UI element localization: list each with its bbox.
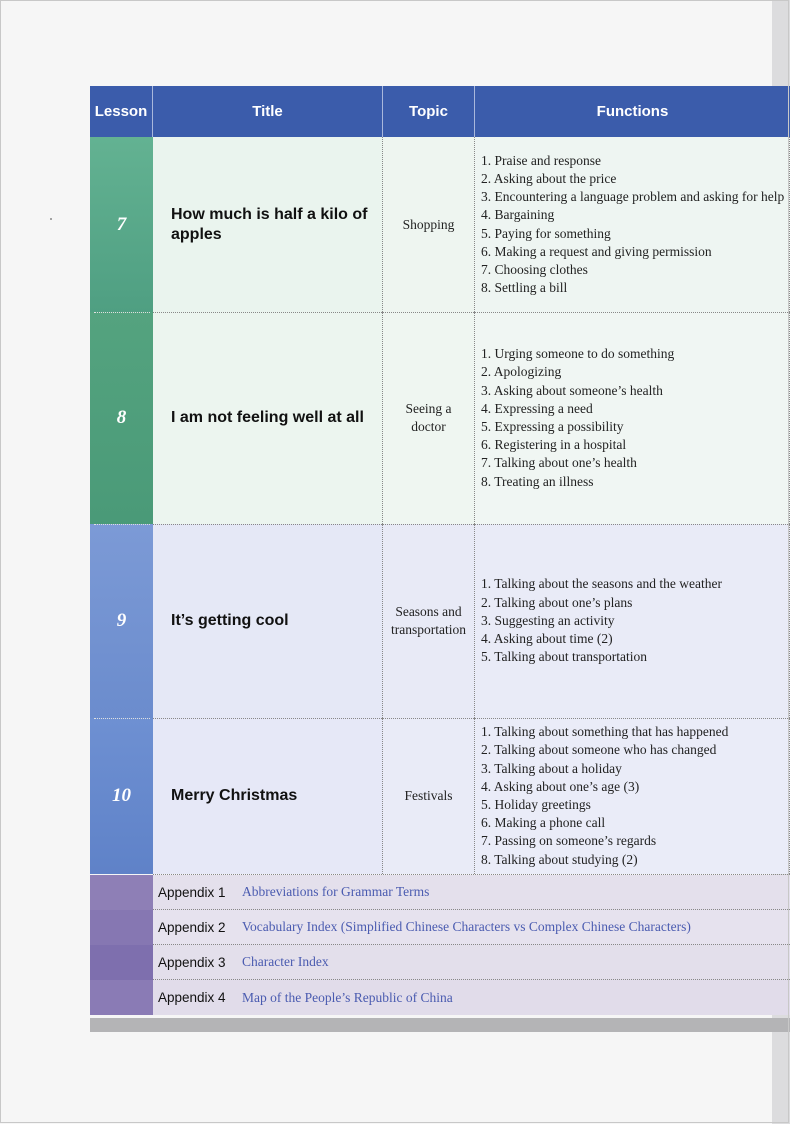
lesson-title: I am not feeling well at all (153, 312, 383, 524)
appendix-title: Map of the People’s Republic of China (242, 989, 453, 1005)
lesson-functions (475, 137, 790, 312)
lesson-title: How much is half a kilo of apples (153, 137, 383, 312)
tab-divider (94, 718, 150, 719)
function-item: 2. Talking about someone who has changed (481, 742, 717, 758)
lesson-number: 8 (90, 312, 153, 524)
appendix-row-2 (90, 910, 790, 945)
appendix-label: Appendix 4 (158, 990, 226, 1005)
function-item: 2. Apologizing (481, 364, 562, 380)
appendix-entry (153, 945, 790, 980)
lesson-title: It’s getting cool (153, 524, 383, 718)
appendix-entry (153, 910, 790, 945)
function-item: 4. Asking about time (2) (481, 631, 613, 647)
lesson-topic: Shopping (383, 137, 475, 312)
appendix-tab (90, 910, 153, 945)
function-item: 3. Encountering a language problem and asking for help (481, 189, 785, 205)
function-item: 7. Passing on someone’s regards (481, 833, 657, 849)
function-item: 2. Talking about one’s plans (481, 594, 633, 610)
footer-band (90, 1018, 790, 1032)
lesson-functions (475, 524, 790, 718)
function-item: 6. Registering in a hospital (481, 437, 627, 453)
function-item: 4. Expressing a need (481, 400, 593, 416)
lesson-title: Merry Christmas (153, 718, 383, 874)
header-topic: Topic (383, 86, 475, 137)
appendix-row-1 (90, 875, 790, 910)
function-item: 1. Talking about the seasons and the weather (481, 576, 722, 592)
function-item: 4. Asking about one’s age (3) (481, 778, 640, 794)
lesson-topic: Seeing a doctor (383, 312, 475, 524)
appendix-row-3 (90, 945, 790, 980)
lesson-row-10 (90, 718, 790, 874)
appendix-tab (90, 980, 153, 1015)
appendix-entry (153, 980, 790, 1015)
appendix-title: Character Index (242, 954, 329, 969)
header-title: Title (153, 86, 383, 137)
function-item: 7. Talking about one’s health (481, 455, 637, 471)
function-item: 5. Expressing a possibility (481, 419, 624, 434)
function-item: 8. Treating an illness (481, 473, 594, 489)
function-item: 5. Paying for something (481, 225, 611, 241)
function-item: 1. Talking about something that has happened (481, 724, 729, 740)
lesson-row-7 (90, 137, 790, 312)
function-item: 3. Suggesting an activity (481, 612, 615, 628)
lesson-functions (475, 312, 790, 524)
tab-divider (94, 524, 150, 525)
function-item: 5. Holiday greetings (481, 797, 591, 812)
function-item: 1. Praise and response (481, 152, 601, 168)
appendix-title: Vocabulary Index (Simplified Chinese Characters vs Complex Chinese Characters) (242, 919, 691, 934)
appendix-tab (90, 875, 153, 910)
function-item: 7. Choosing clothes (481, 261, 588, 277)
row-divider (153, 718, 790, 719)
lesson-number: 7 (90, 137, 153, 312)
header-functions: Functions (475, 86, 790, 137)
function-item: 3. Talking about a holiday (481, 760, 622, 776)
function-item: 6. Making a request and giving permission (481, 243, 712, 259)
function-item: 1. Urging someone to do something (481, 346, 675, 362)
function-item: 6. Making a phone call (481, 815, 606, 831)
appendix-row-4 (90, 980, 790, 1015)
header-lesson: Lesson (90, 86, 153, 137)
scan-speck (50, 218, 52, 220)
appendix-tab (90, 945, 153, 980)
function-item: 4. Bargaining (481, 207, 555, 223)
appendix-entry (153, 875, 790, 910)
function-item: 5. Talking about transportation (481, 649, 648, 665)
lesson-topic: Seasons and transportation (383, 524, 475, 718)
lesson-number: 9 (90, 524, 153, 718)
tab-divider (94, 312, 150, 313)
appendix-label: Appendix 3 (158, 954, 226, 970)
appendix-label: Appendix 2 (158, 919, 226, 935)
function-item: 2. Asking about the price (481, 170, 617, 186)
lesson-number: 10 (90, 718, 153, 874)
function-item: 8. Talking about studying (2) (481, 851, 638, 867)
appendix-title: Abbreviations for Grammar Terms (242, 884, 430, 899)
row-divider (153, 524, 790, 525)
lesson-topic: Festivals (383, 718, 475, 874)
lesson-row-9 (90, 524, 790, 718)
appendix-label: Appendix 1 (158, 884, 226, 900)
row-divider (153, 312, 790, 313)
lesson-functions (475, 718, 790, 874)
lesson-row-8 (90, 312, 790, 524)
function-item: 8. Settling a bill (481, 280, 568, 296)
function-item: 3. Asking about someone’s health (481, 382, 663, 398)
